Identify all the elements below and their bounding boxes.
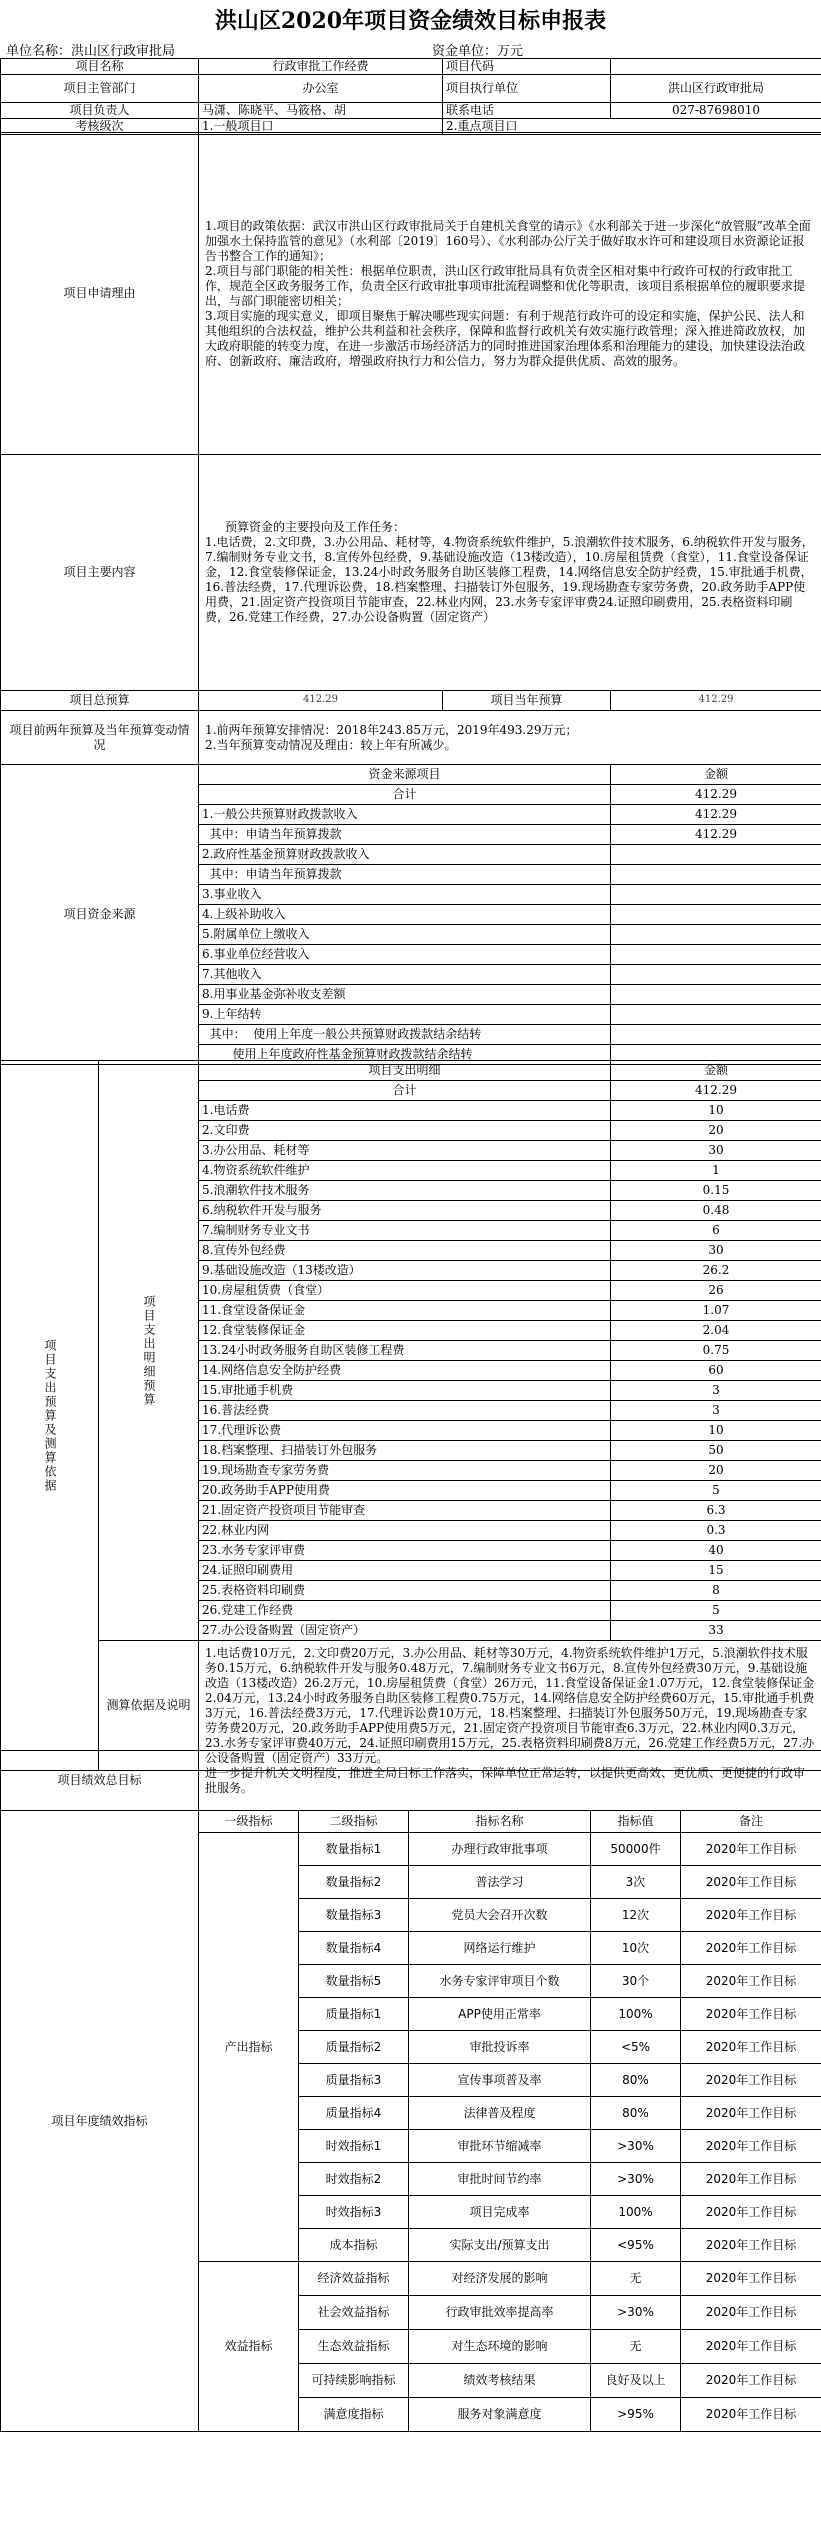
indicator-level2: 经济效益指标 [299,2262,409,2296]
change-label: 项目前两年预算及当年预算变动情况 [1,711,199,765]
indicator-note: 2020年工作目标 [681,2364,821,2398]
indicator-note: 2020年工作目标 [681,2031,821,2064]
indicator-name: 绩效考核结果 [409,2364,591,2398]
indicator-note: 2020年工作目标 [681,1932,821,1965]
indicator-level1: 效益指标 [199,2262,299,2432]
expense-amount: 30 [611,1241,821,1261]
fund-source-label: 项目资金来源 [1,765,199,1065]
project-name-value: 行政审批工作经费 [199,59,443,75]
expense-item: 3.办公用品、耗材等 [199,1141,611,1161]
expense-amount: 412.29 [611,1081,821,1101]
annual-col-level1: 一级指标 [199,1811,299,1833]
fund-source-amount: 412.29 [611,825,821,845]
indicator-level2: 时效指标1 [299,2130,409,2163]
indicator-value: 30个 [591,1965,681,1998]
fund-source-amount [611,1005,821,1025]
expense-amount: 3 [611,1381,821,1401]
year-budget-value: 412.29 [611,691,821,711]
expense-item: 合计 [199,1081,611,1101]
fund-source-amount [611,965,821,985]
change-para-1: 1.前两年预算安排情况：2018年243.85万元，2019年493.29万元； [205,722,578,737]
change-text [199,711,821,765]
indicator-name: 审批时间节约率 [409,2163,591,2196]
expense-amount: 6.3 [611,1501,821,1521]
indicator-name: 审批投诉率 [409,2031,591,2064]
indicator-level2: 社会效益指标 [299,2296,409,2330]
expense-item: 15.审批通手机费 [199,1381,611,1401]
expense-amount: 1 [611,1161,821,1181]
annual-label: 项目年度绩效指标 [1,1811,199,2432]
exec-label: 项目执行单位 [443,75,611,103]
expense-col-item: 项目支出明细 [199,1061,611,1081]
fund-source-item: 7.其他收入 [199,965,611,985]
fund-source-amount [611,985,821,1005]
expense-amount: 0.15 [611,1181,821,1201]
fund-source-item: 1.一般公共预算财政拨款收入 [199,805,611,825]
fund-source-item: 3.事业收入 [199,885,611,905]
fund-source-item: 合计 [199,785,611,805]
indicator-name: 宣传事项普及率 [409,2064,591,2097]
fund-source-amount: 412.29 [611,785,821,805]
annual-col-name: 指标名称 [409,1811,591,1833]
annual-indicator-table [0,1810,821,2432]
expense-amount: 6 [611,1221,821,1241]
expense-item: 23.水务专家评审费 [199,1541,611,1561]
fund-source-item: 6.事业单位经营收入 [199,945,611,965]
fund-source-item: 其中： 使用上年度一般公共预算财政拨款结余结转 [199,1025,611,1045]
expense-item: 18.档案整理、扫描装订外包服务 [199,1441,611,1461]
expense-item: 22.林业内网 [199,1521,611,1541]
indicator-name: 普法学习 [409,1866,591,1899]
expense-item: 14.网络信息安全防护经费 [199,1361,611,1381]
expense-label [1,1061,99,1771]
level-option-1: 1.一般项目口 [199,119,443,135]
indicator-note: 2020年工作目标 [681,2296,821,2330]
fund-source-item: 2.政府性基金预算财政拨款收入 [199,845,611,865]
indicator-note: 2020年工作目标 [681,2163,821,2196]
indicator-name: APP使用正常率 [409,1998,591,2031]
indicator-name: 审批环节缩减率 [409,2130,591,2163]
indicator-value: 80% [591,2097,681,2130]
expense-amount: 40 [611,1541,821,1561]
expense-amount: 5 [611,1481,821,1501]
expense-amount: 5 [611,1601,821,1621]
fund-source-item: 4.上级补助收入 [199,905,611,925]
year-budget-label: 项目当年预算 [443,691,611,711]
goal-table [0,1750,821,1811]
expense-amount: 33 [611,1621,821,1641]
content-label: 项目主要内容 [1,455,199,691]
indicator-name: 项目完成率 [409,2196,591,2229]
expense-amount: 0.48 [611,1201,821,1221]
expense-amount: 10 [611,1421,821,1441]
indicator-value: 100% [591,1998,681,2031]
expense-amount: 0.3 [611,1521,821,1541]
fund-source-amount: 412.29 [611,805,821,825]
goal-label: 项目绩效总目标 [1,1751,199,1811]
expense-amount: 8 [611,1581,821,1601]
goal-text: 进一步提升机关文明程度，推进全局目标工作落实，保障单位正常运转，以提供更高效、更优质、更便捷的行政审批服务。 [199,1751,821,1811]
expense-item: 1.电话费 [199,1101,611,1121]
expense-item: 12.食堂装修保证金 [199,1321,611,1341]
indicator-level2: 成本指标 [299,2229,409,2262]
project-code-label: 项目代码 [443,59,611,75]
indicator-value: 80% [591,2064,681,2097]
indicator-level2: 时效指标3 [299,2196,409,2229]
indicator-note: 2020年工作目标 [681,2130,821,2163]
expense-amount: 1.07 [611,1301,821,1321]
indicator-value: 50000件 [591,1833,681,1866]
content-para-1: 预算资金的主要投向及工作任务： [225,520,406,534]
expense-amount: 2.04 [611,1321,821,1341]
indicator-level2: 数量指标4 [299,1932,409,1965]
reason-para-1: 1.项目的政策依据：武汉市洪山区行政审批局关于自建机关食堂的请示》《水利部关于进一步深化“放管服”改革全面加强水土保持监管的意见》（水利部〔2019〕160号）、《水利部办公厅关于做好取水许可和建设项目水资源论证报告书整合工作的通知》； [205,218,811,263]
indicator-note: 2020年工作目标 [681,2229,821,2262]
expense-item: 5.浪潮软件技术服务 [199,1181,611,1201]
indicator-value: >30% [591,2296,681,2330]
expense-amount: 3 [611,1401,821,1421]
content-para-2: 1.电话费，2.文印费，3.办公用品、耗材等，4.物资系统软件维护，5.浪潮软件技术服务，6.纳税软件开发与服务，7.编制财务专业文书，8.宣传外包经费，9.基础设施改造（13楼改造），10.房屋租赁费（食堂），11.食堂设备保证金，12.食堂装修保证金，13.24小时政务服务自助区装修工程费，14.网络信息安全防护经费，15.审批通手机费，16.普法经费，17.代理诉讼费，18.档案整理、扫描装订外包服务，19.现场勘查专家劳务费，20.政务助手APP使用费，21.固定资产投资项目节能审查，22.林业内网，23.水务专家评审费24.证照印刷费用，25.表格资料印刷费，26.党建工作经费，27.办公设备购置（固定资产） [205,535,814,624]
expense-amount: 26.2 [611,1261,821,1281]
indicator-name: 实际支出/预算支出 [409,2229,591,2262]
indicator-note: 2020年工作目标 [681,1998,821,2031]
expense-item: 20.政务助手APP使用费 [199,1481,611,1501]
expense-item: 4.物资系统软件维护 [199,1161,611,1181]
project-info-table [0,132,821,765]
reason-text [199,133,821,455]
expense-label-text: 项目支出预算及测算依据 [43,1338,57,1493]
expense-amount: 30 [611,1141,821,1161]
fund-unit: 资金单位：万元 [432,44,524,59]
unit-name: 单位名称：洪山区行政审批局 [6,44,176,59]
reason-para-3: 3.项目实施的现实意义，即项目聚焦于解决哪些现实问题：有利于规范行政许可的设定和实施，保护公民、法人和其他组织的合法权益，维护公共利益和社会秩序，保障和监督行政机关有效实施行政管理；深入推进简政放权，加大政府职能的转变力度，在进一步激活市场经济活力的同时推进国家治理体系和治理能力的建设，加快建设法治政府、创新政府、廉洁政府，增强政府执行力和公信力，努力为群众提供优质、高效的服务。 [205,308,806,368]
indicator-level1: 产出指标 [199,1833,299,2262]
indicator-note: 2020年工作目标 [681,1965,821,1998]
fund-source-item: 8.用事业基金弥补收支差额 [199,985,611,1005]
reason-label: 项目申请理由 [1,133,199,455]
expense-amount: 50 [611,1441,821,1461]
indicator-value: <5% [591,2031,681,2064]
total-budget-value: 412.29 [199,691,443,711]
annual-col-level2: 二级指标 [299,1811,409,1833]
fund-source-amount [611,905,821,925]
indicator-value: >30% [591,2163,681,2196]
expense-item: 7.编制财务专业文书 [199,1221,611,1241]
indicator-level2: 生态效益指标 [299,2330,409,2364]
expense-table [0,1060,821,1771]
indicator-level2: 数量指标5 [299,1965,409,1998]
expense-item: 26.党建工作经费 [199,1601,611,1621]
fund-source-item: 5.附属单位上缴收入 [199,925,611,945]
indicator-value: 12次 [591,1899,681,1932]
indicator-name: 水务专家评审项目个数 [409,1965,591,1998]
indicator-level2: 质量指标4 [299,2097,409,2130]
fund-source-col-amount: 金额 [611,765,821,785]
phone-label: 联系电话 [443,103,611,119]
basis-text: 1.电话费10万元，2.文印费20万元，3.办公用品、耗材等30万元，4.物资系统软件维护1万元，5.浪潮软件技术服务0.15万元，6.纳税软件开发与服务0.48万元，7.编制财务专业文书6万元，8.宣传外包经费30万元，9.基础设施改造（13楼改造）26.2万元，10.房屋租赁费（食堂）26万元，11.食堂设备保证金1.07万元，12.食堂装修保证金2.04万元，13.24小时政务服务自助区装修工程费0.75万元，14.网络信息安全防护经费60万元，15.审批通手机费3万元，16.普法经费3万元，17.代理诉讼费10万元，18.档案整理、扫描装订外包服务50万元，19.现场勘查专家劳务费20万元，20.政务助手APP使用费5万元，21.固定资产投资项目节能审查6.3万元，22.林业内网0.3万元，23.水务专家评审费40万元，24.证照印刷费用15万元，25.表格资料印刷费8万元，26.党建工作经费5万元，27.办公设备购置（固定资产）33万元。 [199,1641,821,1771]
phone-value: 027-87698010 [611,103,821,119]
header-table [0,58,821,135]
page-title: 洪山区2020年项目资金绩效目标申报表 [214,8,607,34]
dept-value: 办公室 [199,75,443,103]
fund-source-amount [611,845,821,865]
indicator-name: 办理行政审批事项 [409,1833,591,1866]
expense-item: 10.房屋租赁费（食堂） [199,1281,611,1301]
indicator-name: 网络运行维护 [409,1932,591,1965]
project-name-label: 项目名称 [1,59,199,75]
content-text [199,455,821,691]
indicator-level2: 数量指标1 [299,1833,409,1866]
fund-source-item: 其中：申请当年预算拨款 [199,825,611,845]
project-code-value [611,59,821,75]
indicator-level2: 质量指标1 [299,1998,409,2031]
dept-label: 项目主管部门 [1,75,199,103]
indicator-level2: 数量指标3 [299,1899,409,1932]
total-budget-label: 项目总预算 [1,691,199,711]
expense-amount: 20 [611,1461,821,1481]
expense-item: 25.表格资料印刷费 [199,1581,611,1601]
expense-item: 6.纳税软件开发与服务 [199,1201,611,1221]
indicator-name: 对经济发展的影响 [409,2262,591,2296]
indicator-name: 服务对象满意度 [409,2398,591,2432]
annual-col-value: 指标值 [591,1811,681,1833]
expense-item: 13.24小时政务服务自助区装修工程费 [199,1341,611,1361]
change-para-2: 2.当年预算变动情况及理由：较上年有所减少。 [205,737,457,752]
expense-amount: 26 [611,1281,821,1301]
indicator-value: >30% [591,2130,681,2163]
indicator-note: 2020年工作目标 [681,2262,821,2296]
indicator-name: 党员大会召开次数 [409,1899,591,1932]
expense-item: 24.证照印刷费用 [199,1561,611,1581]
indicator-note: 2020年工作目标 [681,2196,821,2229]
expense-item: 19.现场勘查专家劳务费 [199,1461,611,1481]
indicator-value: 100% [591,2196,681,2229]
expense-amount: 60 [611,1361,821,1381]
indicator-level2: 数量指标2 [299,1866,409,1899]
fund-source-table [0,764,821,1065]
indicator-name: 对生态环境的影响 [409,2330,591,2364]
expense-item: 11.食堂设备保证金 [199,1301,611,1321]
expense-item: 9.基础设施改造（13楼改造） [199,1261,611,1281]
fund-source-amount [611,945,821,965]
fund-source-item: 使用上年度政府性基金预算财政拨款结余结转 [199,1045,611,1065]
expense-amount: 20 [611,1121,821,1141]
indicator-value: >95% [591,2398,681,2432]
expense-item: 2.文印费 [199,1121,611,1141]
level-option-2: 2.重点项目口 [443,119,821,135]
fund-source-amount [611,925,821,945]
fund-source-col-item: 资金来源项目 [199,765,611,785]
exec-value: 洪山区行政审批局 [611,75,821,103]
expense-item: 16.普法经费 [199,1401,611,1421]
indicator-note: 2020年工作目标 [681,1899,821,1932]
indicator-name: 法律普及程度 [409,2097,591,2130]
indicator-value: 10次 [591,1932,681,1965]
owner-label: 项目负责人 [1,103,199,119]
fund-source-amount [611,865,821,885]
expense-item: 27.办公设备购置（固定资产） [199,1621,611,1641]
indicator-value: <95% [591,2229,681,2262]
expense-detail-label-text: 项目支出明细预算 [142,1294,156,1407]
expense-amount: 10 [611,1101,821,1121]
fund-source-item: 其中：申请当年预算拨款 [199,865,611,885]
expense-item: 8.宣传外包经费 [199,1241,611,1261]
expense-detail-label [99,1061,199,1641]
indicator-note: 2020年工作目标 [681,1833,821,1866]
indicator-value: 无 [591,2262,681,2296]
fund-source-amount [611,885,821,905]
expense-amount: 15 [611,1561,821,1581]
expense-amount: 0.75 [611,1341,821,1361]
expense-item: 21.固定资产投资项目节能审查 [199,1501,611,1521]
annual-col-note: 备注 [681,1811,821,1833]
indicator-value: 良好及以上 [591,2364,681,2398]
indicator-level2: 时效指标2 [299,2163,409,2196]
indicator-note: 2020年工作目标 [681,2064,821,2097]
indicator-level2: 可持续影响指标 [299,2364,409,2398]
fund-source-amount [611,1025,821,1045]
indicator-level2: 质量指标2 [299,2031,409,2064]
fund-source-item: 9.上年结转 [199,1005,611,1025]
expense-col-amount: 金额 [611,1061,821,1081]
indicator-note: 2020年工作目标 [681,1866,821,1899]
indicator-note: 2020年工作目标 [681,2398,821,2432]
indicator-value: 无 [591,2330,681,2364]
owner-value: 马潇、陈晓平、马筱格、胡 [199,103,443,119]
indicator-level2: 质量指标3 [299,2064,409,2097]
indicator-value: 3次 [591,1866,681,1899]
reason-para-2: 2.项目与部门职能的相关性：根据单位职责，洪山区行政审批局具有负责全区相对集中行政许可权的行政审批工作，规范全区政务服务工作，负责全区行政审批事项审批流程调整和优化等职责，该项目系根据单位的履职要求提出，与部门职能密切相关； [205,263,806,308]
expense-item: 17.代理诉讼费 [199,1421,611,1441]
basis-label: 测算依据及说明 [99,1641,199,1771]
level-label: 考核级次 [1,119,199,135]
indicator-level2: 满意度指标 [299,2398,409,2432]
indicator-name: 行政审批效率提高率 [409,2296,591,2330]
indicator-note: 2020年工作目标 [681,2097,821,2130]
indicator-note: 2020年工作目标 [681,2330,821,2364]
